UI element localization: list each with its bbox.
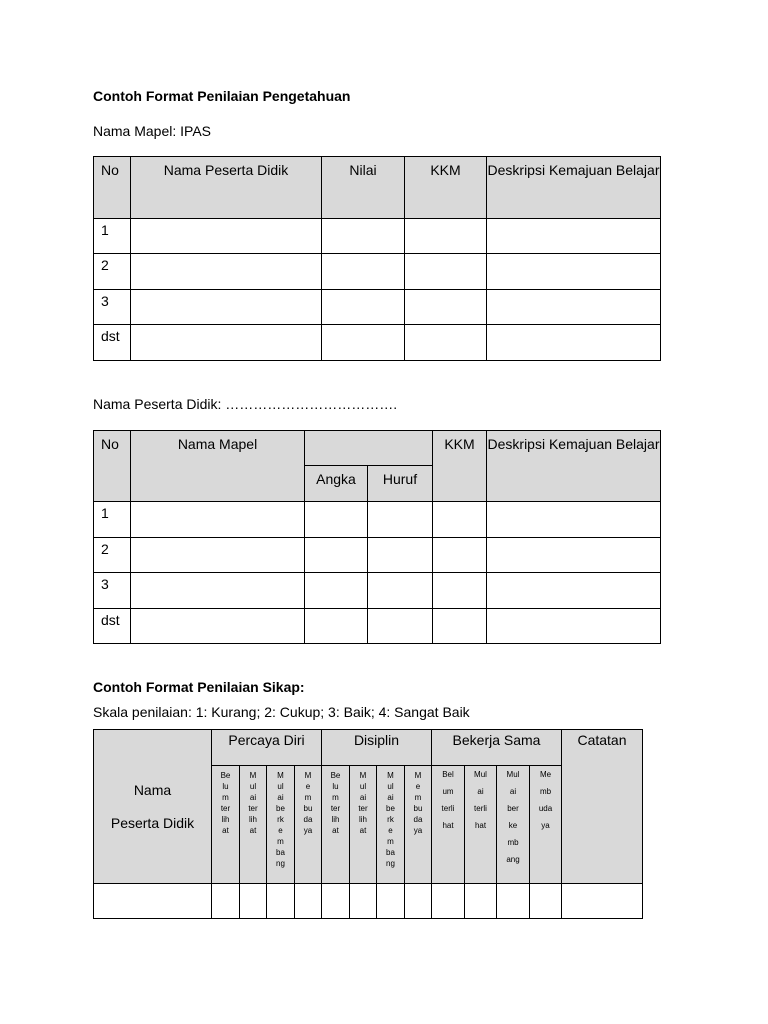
- cell[interactable]: [322, 884, 350, 919]
- cell[interactable]: [131, 325, 322, 361]
- cell[interactable]: [368, 502, 433, 538]
- cell[interactable]: [405, 884, 432, 919]
- section1-title: Contoh Format Penilaian Pengetahuan: [93, 88, 351, 104]
- cell[interactable]: [322, 254, 405, 290]
- cell[interactable]: [433, 502, 487, 538]
- cell[interactable]: [368, 609, 433, 644]
- cell[interactable]: [305, 502, 368, 538]
- cell[interactable]: [497, 884, 530, 919]
- table-row: [94, 538, 661, 573]
- cell[interactable]: [377, 884, 405, 919]
- student-name-line: Nama Peserta Didik: ……………………………….: [93, 396, 398, 412]
- subheader-habitual: M e m bu da ya: [405, 766, 432, 884]
- cell[interactable]: [322, 219, 405, 254]
- col-header-number-score: Angka: [305, 466, 368, 502]
- col-header-subject-name: Nama Mapel: [131, 431, 305, 502]
- col-header-score-group: [305, 431, 433, 466]
- rating-scale: Skala penilaian: 1: Kurang; 2: Cukup; 3: Baik; 4: Sangat Baik: [93, 704, 470, 720]
- cell[interactable]: [487, 538, 661, 573]
- attitude-table: [93, 729, 643, 919]
- cell[interactable]: [295, 884, 322, 919]
- cell[interactable]: [432, 884, 465, 919]
- col-header-notes: Catatan: [562, 730, 643, 884]
- cell[interactable]: [131, 538, 305, 573]
- cell[interactable]: [487, 219, 661, 254]
- section3-title: Contoh Format Penilaian Sikap:: [93, 679, 305, 695]
- cell[interactable]: [131, 573, 305, 609]
- subheader-developing: Mul ai ber ke mb ang: [497, 766, 530, 884]
- col-header-confidence: Percaya Diri: [212, 730, 322, 766]
- table-row: [94, 219, 661, 254]
- cell[interactable]: [405, 219, 487, 254]
- subheader-not-yet-visible: Be lu m ter lih at: [212, 766, 240, 884]
- row-number: 2: [94, 538, 131, 573]
- row-number: 2: [94, 254, 131, 290]
- subheader-starting-visible: M ul ai ter lih at: [240, 766, 267, 884]
- cell[interactable]: [487, 325, 661, 361]
- cell[interactable]: [94, 884, 212, 919]
- cell[interactable]: [487, 573, 661, 609]
- cell[interactable]: [350, 884, 377, 919]
- cell[interactable]: [487, 290, 661, 325]
- cell[interactable]: [322, 290, 405, 325]
- cell[interactable]: [405, 325, 487, 361]
- col-header-kkm: KKM: [405, 157, 487, 219]
- col-header-student-name: Nama Peserta Didik: [131, 157, 322, 219]
- col-header-teamwork: Bekerja Sama: [432, 730, 562, 766]
- subheader-developing: M ul ai be rk e m ba ng: [267, 766, 295, 884]
- cell[interactable]: [487, 609, 661, 644]
- col-header-student-name: [94, 730, 212, 884]
- table-row: [94, 573, 661, 609]
- col-header-no: No: [94, 431, 131, 502]
- cell[interactable]: [305, 538, 368, 573]
- cell[interactable]: [131, 254, 322, 290]
- cell[interactable]: [433, 609, 487, 644]
- cell[interactable]: [368, 573, 433, 609]
- row-number: 1: [94, 502, 131, 538]
- cell[interactable]: [131, 290, 322, 325]
- row-number: 1: [94, 219, 131, 254]
- cell[interactable]: [368, 538, 433, 573]
- col-header-discipline: Disiplin: [322, 730, 432, 766]
- table-header-row: [94, 431, 661, 466]
- table-row: [94, 502, 661, 538]
- cell[interactable]: [405, 290, 487, 325]
- col-header-kkm: KKM: [433, 431, 487, 502]
- cell[interactable]: [433, 538, 487, 573]
- cell[interactable]: [305, 573, 368, 609]
- cell[interactable]: [131, 219, 322, 254]
- col-header-score: Nilai: [322, 157, 405, 219]
- cell[interactable]: [267, 884, 295, 919]
- col-header-letter-score: Huruf: [368, 466, 433, 502]
- table-row: [94, 290, 661, 325]
- subheader-starting-visible: Mul ai terli hat: [465, 766, 497, 884]
- cell[interactable]: [212, 884, 240, 919]
- knowledge-table: [93, 156, 661, 361]
- row-number: 3: [94, 573, 131, 609]
- col-header-no: No: [94, 157, 131, 219]
- cell[interactable]: [131, 609, 305, 644]
- table-header-row: [94, 157, 661, 219]
- table-row: [94, 609, 661, 644]
- cell[interactable]: [322, 325, 405, 361]
- table-row: [94, 254, 661, 290]
- cell[interactable]: [433, 573, 487, 609]
- cell[interactable]: [465, 884, 497, 919]
- table-header-row: [94, 730, 643, 766]
- col-header-progress-description: Deskripsi Kemajuan Belajar: [487, 431, 661, 502]
- subheader-starting-visible: M ul ai ter lih at: [350, 766, 377, 884]
- subheader-not-yet-visible: Bel um terli hat: [432, 766, 465, 884]
- subheader-habitual: M e m bu da ya: [295, 766, 322, 884]
- row-number: 3: [94, 290, 131, 325]
- row-number: dst: [94, 325, 131, 361]
- table-row: [94, 884, 643, 919]
- subheader-not-yet-visible: Be lu m ter lih at: [322, 766, 350, 884]
- cell[interactable]: [562, 884, 643, 919]
- cell[interactable]: [487, 502, 661, 538]
- row-number: dst: [94, 609, 131, 644]
- subject-table: [93, 430, 661, 644]
- col-header-progress-description: Deskripsi Kemajuan Belajar: [487, 157, 661, 219]
- student-name-header-text: Nama Peserta Didik: [110, 781, 195, 831]
- cell[interactable]: [405, 254, 487, 290]
- cell[interactable]: [131, 502, 305, 538]
- subheader-developing: M ul ai be rk e m ba ng: [377, 766, 405, 884]
- cell[interactable]: [530, 884, 562, 919]
- subject-line: Nama Mapel: IPAS: [93, 123, 212, 139]
- cell[interactable]: [240, 884, 267, 919]
- cell[interactable]: [305, 609, 368, 644]
- subheader-habitual: Me mb uda ya: [530, 766, 562, 884]
- cell[interactable]: [487, 254, 661, 290]
- table-row: [94, 325, 661, 361]
